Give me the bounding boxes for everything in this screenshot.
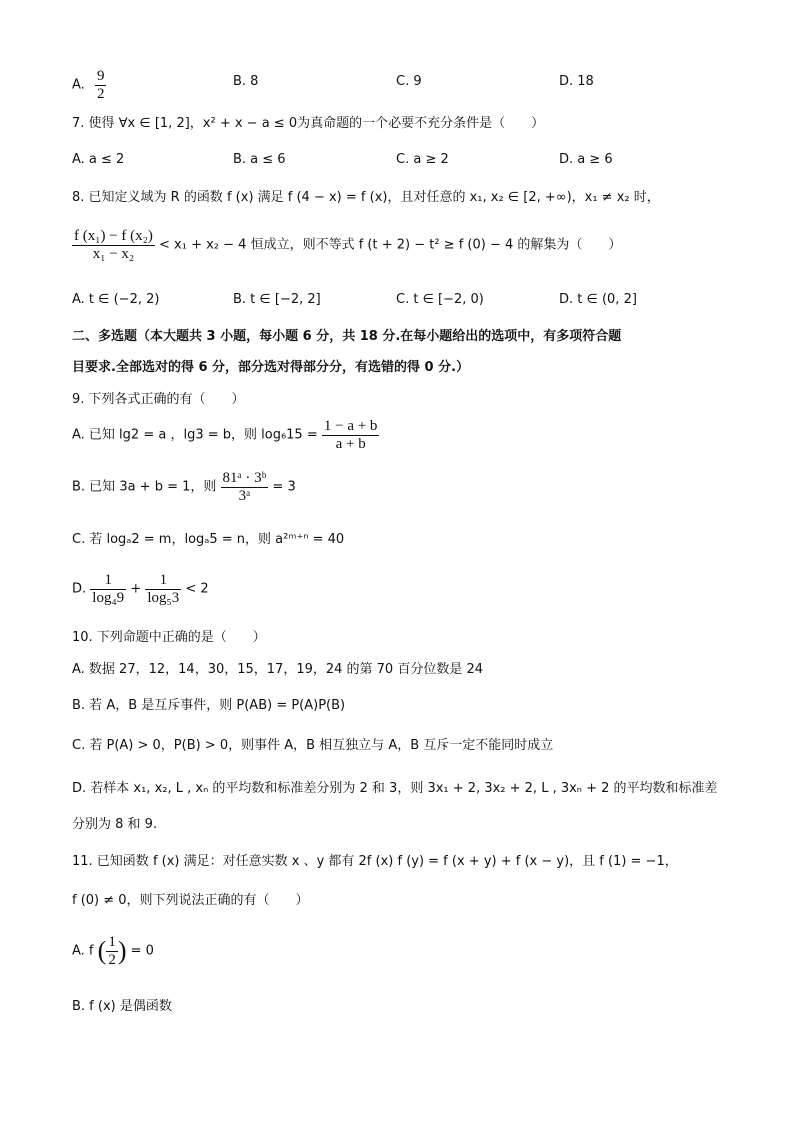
q10-option-c: C. 若 P(A) > 0，P(B) > 0，则事件 A，B 相互独立与 A，B 互斥一定不能同时成立 <box>72 738 554 753</box>
numerator: f (x₁) − f (x₂) <box>74 228 153 244</box>
q11-option-b: B. f (x) 是偶函数 <box>72 999 172 1014</box>
denominator: log₅3 <box>147 589 180 606</box>
q9-option-d <box>72 572 209 606</box>
q8-option-b: B. t ∈ [−2, 2] <box>233 292 321 307</box>
right-paren: ) <box>117 936 127 965</box>
q9-stem: 9. 下列各式正确的有（ ） <box>72 392 245 407</box>
q10-stem: 10. 下列命题中正确的是（ ） <box>72 630 266 645</box>
denominator: x₁ − x₂ <box>92 245 135 262</box>
fraction <box>72 228 155 262</box>
fraction <box>221 470 269 504</box>
q8-stem: 8. 已知定义域为 R 的函数 f (x) 满足 f (4 − x) = f (x)，且对任意的 x₁, x₂ ∈ [2, +∞)，x₁ ≠ x₂ 时， <box>72 190 660 205</box>
q10-option-d-cont: 分别为 8 和 9. <box>72 817 158 832</box>
q10-option-a: A. 数据 27，12，14，30，15，17，19，24 的第 70 百分位数是 24 <box>72 662 484 677</box>
option-label: D. <box>72 581 91 597</box>
numerator: 1 <box>108 934 116 950</box>
numerator: 9 <box>96 68 105 84</box>
q8-option-c: C. t ∈ [−2, 0) <box>396 292 484 307</box>
q7-option-c: C. a ≥ 2 <box>396 152 449 167</box>
plus-sign: + <box>126 581 146 597</box>
denominator: 3ᵃ <box>238 487 251 504</box>
option-text-tail: = 0 <box>126 943 154 959</box>
q7-option-a: A. a ≤ 2 <box>72 152 125 167</box>
numerator: 1 <box>145 572 181 590</box>
option-label: A. <box>72 77 85 93</box>
q6-option-a <box>72 68 106 102</box>
q6-option-b: B. 8 <box>233 74 259 89</box>
left-paren: ( <box>97 936 107 965</box>
fraction <box>322 418 380 452</box>
section-heading-line2: 目要求.全部选对的得 6 分，部分选对得部分分，有选错的得 0 分.） <box>72 360 470 375</box>
fraction <box>106 934 118 968</box>
q9-option-a <box>72 418 379 452</box>
numerator: 81ᵃ · 3ᵇ <box>222 470 267 486</box>
q10-option-b: B. 若 A，B 是互斥事件，则 P(AB) = P(A)P(B) <box>72 698 346 713</box>
q8-option-d: D. t ∈ (0, 2] <box>559 292 637 307</box>
q7-option-b: B. a ≤ 6 <box>233 152 286 167</box>
denominator: 2 <box>108 951 116 968</box>
q10-option-d: D. 若样本 x₁, x₂, L , xₙ 的平均数和标准差分别为 2 和 3，则 3x₁ + 2, 3x₂ + 2, L , 3xₙ + 2 的平均数和标准差 <box>72 781 718 796</box>
fraction-1 <box>90 572 126 606</box>
q7-option-d: D. a ≥ 6 <box>559 152 613 167</box>
q8-stem-tail: < x₁ + x₂ − 4 恒成立，则不等式 f (t + 2) − t² ≥ f (0) − 4 的解集为（ ） <box>154 237 622 253</box>
option-text: A. 已知 lg2 = a ，lg3 = b，则 log₆15 = <box>72 427 322 443</box>
denominator: 2 <box>96 85 105 102</box>
option-text: B. 已知 3a + b = 1，则 <box>72 479 221 495</box>
q11-option-a <box>72 934 154 968</box>
q7-stem: 7. 使得 ∀x ∈ [1, 2]，x² + x − a ≤ 0为真命题的一个必要不充分条件是（ ） <box>72 116 545 131</box>
option-text: A. f <box>72 943 98 959</box>
option-text-tail: < 2 <box>181 581 209 597</box>
denominator: a + b <box>335 435 366 452</box>
section-heading-line1: 二、多选题（本大题共 3 小题，每小题 6 分，共 18 分.在每小题给出的选项中，有多项符合题 <box>72 329 622 344</box>
fraction <box>95 68 107 102</box>
q6-option-c: C. 9 <box>396 74 422 89</box>
q9-option-c: C. 若 logₐ2 = m，logₐ5 = n，则 a²ᵐ⁺ⁿ = 40 <box>72 532 345 547</box>
q8-option-a: A. t ∈ (−2, 2) <box>72 292 160 307</box>
denominator: log₄9 <box>92 589 125 606</box>
q8-stem-line2 <box>72 228 621 262</box>
q11-stem: 11. 已知函数 f (x) 满足：对任意实数 x 、y 都有 2f (x) f (y) = f (x + y) + f (x − y)，且 f (1) = −1， <box>72 854 678 869</box>
numerator: 1 − a + b <box>323 418 378 434</box>
option-text-tail: = 3 <box>268 479 296 495</box>
q9-option-b <box>72 470 296 504</box>
q11-stem-line2: f (0) ≠ 0，则下列说法正确的有（ ） <box>72 893 309 908</box>
fraction-2 <box>145 572 181 606</box>
q6-option-d: D. 18 <box>559 74 594 89</box>
numerator: 1 <box>90 572 126 590</box>
